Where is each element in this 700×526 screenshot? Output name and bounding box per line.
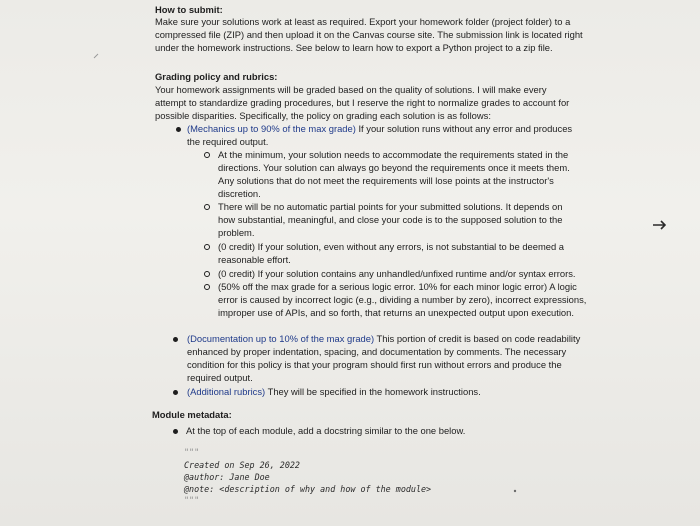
submit-line-2: compressed file (ZIP) and then upload it on the Canvas course site. The submission link is located right	[155, 29, 583, 40]
circle-bullet-icon	[204, 284, 210, 290]
mechanics-label: (Mechanics up to 90% of the max grade)	[187, 123, 356, 134]
sub-item-2-line-3: problem.	[218, 227, 255, 238]
additional-label: (Additional rubrics)	[187, 386, 266, 397]
circle-bullet-icon	[204, 244, 210, 250]
documentation-item	[187, 333, 580, 345]
additional-text: They will be specified in the homework instructions.	[265, 386, 481, 397]
submit-line-3: under the homework instructions. See below to learn how to export a Python project to a zip file.	[155, 42, 553, 53]
metadata-heading: Module metadata:	[152, 409, 232, 420]
docstring-open: """	[184, 447, 200, 457]
docstring-note: @note: <description of why and how of the module>	[184, 484, 432, 494]
sub-item-3-line-1: (0 credit) If your solution, even without any errors, is not substantial to be deemed a	[218, 241, 565, 252]
circle-bullet-icon	[204, 152, 210, 158]
sub-item-5-line-1: (50% off the max grade for a serious logic error. 10% for each minor logic error) A logic	[218, 281, 577, 292]
additional-item	[187, 386, 481, 398]
grading-line-1: Your homework assignments will be graded based on the quality of solutions. I will make every	[155, 84, 547, 95]
documentation-line-3: condition for this policy is that your program should first run without errors and produce the	[187, 359, 562, 370]
docstring-created: Created on Sep 26, 2022	[184, 460, 300, 470]
sub-item-1-line-4: discretion.	[218, 188, 261, 199]
sub-item-1-line-3: Any solutions that do not meet the requirements will lose points at the instructor's	[218, 175, 554, 186]
submit-line-1: Make sure your solutions work at least as required. Export your homework folder (project folder) to a	[155, 16, 571, 27]
sub-item-5-line-3: improper use of APIs, and so forth, that returns an unexpected output upon execution.	[218, 307, 574, 318]
grading-heading: Grading policy and rubrics:	[155, 71, 278, 82]
docstring-close: """	[184, 495, 200, 505]
sub-item-1-line-2: directions. Your solution can always go beyond the requirements once it meets them.	[218, 162, 570, 173]
sub-item-2-line-2: how substantial, meaningful, and close your code is to the supposed solution to the	[218, 214, 563, 225]
metadata-bullet-text: At the top of each module, add a docstring similar to the one below.	[186, 425, 466, 436]
submit-heading: How to submit:	[155, 4, 223, 15]
stray-dot-icon	[512, 488, 518, 494]
mechanics-line-2: the required output.	[187, 136, 269, 147]
stray-mark-icon	[93, 52, 101, 60]
bullet-icon	[173, 390, 178, 395]
sub-item-4-line-1: (0 credit) If your solution contains any unhandled/unfixed runtime and/or syntax errors.	[218, 268, 576, 279]
documentation-text: This portion of credit is based on code readability	[374, 333, 581, 344]
documentation-label: (Documentation up to 10% of the max grade)	[187, 333, 375, 344]
sub-item-1-line-1: At the minimum, your solution needs to accommodate the requirements stated in the	[218, 149, 569, 160]
arrow-cursor-icon	[652, 219, 666, 231]
grading-line-2: attempt to standardize grading procedures, but I reserve the right to normalize grades to account for	[155, 97, 570, 108]
bullet-icon	[173, 429, 178, 434]
mechanics-text: If your solution runs without any error and produces	[355, 123, 573, 134]
grading-line-3: possible disparities. Specifically, the policy on grading each solution is as follows:	[155, 110, 491, 121]
bullet-icon	[176, 127, 181, 132]
bullet-icon	[173, 337, 178, 342]
sub-item-2-line-1: There will be no automatic partial points for your submitted solutions. It depends on	[218, 201, 563, 212]
sub-item-5-line-2: error is caused by incorrect logic (e.g., dividing a number by zero), incorrect expressions,	[218, 294, 587, 305]
docstring-author: @author: Jane Doe	[184, 472, 270, 482]
documentation-line-4: required output.	[187, 372, 253, 383]
circle-bullet-icon	[204, 204, 210, 210]
circle-bullet-icon	[204, 271, 210, 277]
mechanics-item	[187, 123, 572, 135]
sub-item-3-line-2: reasonable effort.	[218, 254, 291, 265]
documentation-line-2: enhanced by proper indentation, spacing, and documentation by comments. The necessary	[187, 346, 567, 357]
